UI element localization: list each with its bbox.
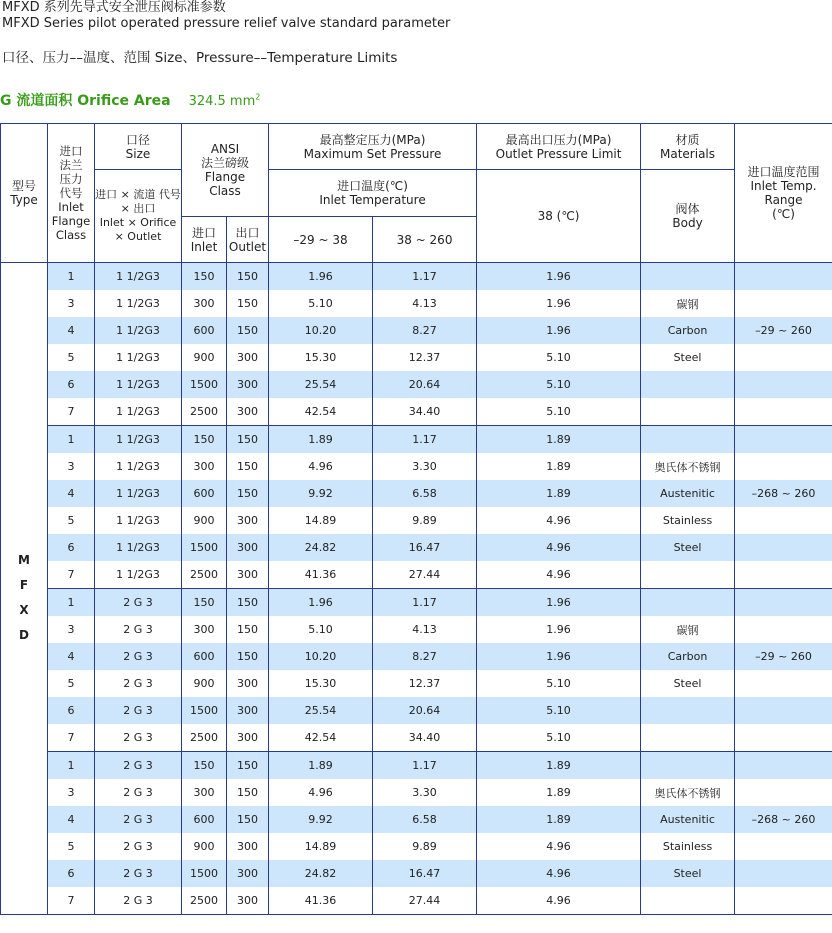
class-cell: 3: [48, 453, 95, 480]
temp-range-cell: –268 ~ 260: [735, 480, 832, 507]
set-pressure-high-cell: 4.13: [373, 616, 477, 643]
class-cell: 1: [48, 263, 95, 291]
temp-range-cell: [735, 833, 832, 860]
class-cell: 4: [48, 317, 95, 344]
table-row: [1, 453, 832, 480]
material-cell: Steel: [641, 344, 735, 371]
ansi-outlet-cell: 300: [227, 344, 269, 371]
size-cell: 2 G 3: [95, 643, 182, 670]
class-cell: 1: [48, 752, 95, 780]
class-cell: 7: [48, 561, 95, 589]
ansi-inlet-cell: 600: [182, 480, 227, 507]
outlet-limit-cell: 1.89: [477, 752, 641, 780]
ansi-outlet-cell: 150: [227, 453, 269, 480]
title-cn: MFXD 系列先导式安全泄压阀标准参数: [2, 0, 226, 15]
set-pressure-high-cell: 3.30: [373, 453, 477, 480]
table-row: [1, 507, 832, 534]
header-type: 型号 Type: [1, 124, 48, 263]
set-pressure-low-cell: 41.36: [269, 887, 373, 915]
table-row: [1, 589, 832, 617]
outlet-limit-cell: 5.10: [477, 697, 641, 724]
material-cell: 碳钢: [641, 290, 735, 317]
table-row: [1, 724, 832, 752]
temp-range-cell: –268 ~ 260: [735, 806, 832, 833]
table-row: [1, 290, 832, 317]
material-cell: Steel: [641, 860, 735, 887]
class-cell: 6: [48, 371, 95, 398]
material-cell: [641, 697, 735, 724]
temp-range-cell: [735, 589, 832, 617]
temp-range-cell: [735, 344, 832, 371]
outlet-limit-cell: 5.10: [477, 371, 641, 398]
material-cell: [641, 887, 735, 915]
temp-range-cell: [735, 561, 832, 589]
temp-range-cell: [735, 887, 832, 915]
set-pressure-low-cell: 25.54: [269, 697, 373, 724]
material-cell: Austenitic: [641, 806, 735, 833]
set-pressure-high-cell: 12.37: [373, 670, 477, 697]
ansi-inlet-cell: 900: [182, 507, 227, 534]
table-row: [1, 534, 832, 561]
ansi-inlet-cell: 600: [182, 643, 227, 670]
size-cell: 1 1/2G3: [95, 398, 182, 426]
ansi-inlet-cell: 2500: [182, 398, 227, 426]
ansi-outlet-cell: 150: [227, 426, 269, 454]
set-pressure-high-cell: 20.64: [373, 697, 477, 724]
ansi-outlet-cell: 300: [227, 371, 269, 398]
material-cell: Steel: [641, 534, 735, 561]
table-row: [1, 887, 832, 915]
outlet-limit-cell: 1.96: [477, 317, 641, 344]
ansi-outlet-cell: 300: [227, 697, 269, 724]
temp-range-cell: [735, 724, 832, 752]
set-pressure-high-cell: 34.40: [373, 724, 477, 752]
table-row: [1, 344, 832, 371]
material-cell: 碳钢: [641, 616, 735, 643]
temp-range-cell: [735, 779, 832, 806]
outlet-limit-cell: 5.10: [477, 344, 641, 371]
set-pressure-high-cell: 1.17: [373, 589, 477, 617]
table-row: [1, 697, 832, 724]
set-pressure-high-cell: 9.89: [373, 833, 477, 860]
size-cell: 1 1/2G3: [95, 290, 182, 317]
size-cell: 2 G 3: [95, 779, 182, 806]
table-row: [1, 317, 832, 344]
set-pressure-high-cell: 27.44: [373, 887, 477, 915]
class-cell: 5: [48, 670, 95, 697]
orifice-area: [0, 90, 260, 110]
ansi-outlet-cell: 300: [227, 670, 269, 697]
temp-range-cell: [735, 371, 832, 398]
size-cell: 2 G 3: [95, 833, 182, 860]
set-pressure-high-cell: 3.30: [373, 779, 477, 806]
size-cell: 1 1/2G3: [95, 371, 182, 398]
set-pressure-low-cell: 42.54: [269, 398, 373, 426]
ansi-inlet-cell: 150: [182, 589, 227, 617]
set-pressure-low-cell: 1.89: [269, 752, 373, 780]
set-pressure-low-cell: 10.20: [269, 317, 373, 344]
material-cell: [641, 561, 735, 589]
class-cell: 6: [48, 697, 95, 724]
set-pressure-high-cell: 1.17: [373, 426, 477, 454]
ansi-outlet-cell: 300: [227, 860, 269, 887]
size-cell: 1 1/2G3: [95, 453, 182, 480]
set-pressure-high-cell: 8.27: [373, 317, 477, 344]
set-pressure-low-cell: 9.92: [269, 806, 373, 833]
size-cell: 1 1/2G3: [95, 480, 182, 507]
size-cell: 1 1/2G3: [95, 534, 182, 561]
header-ansi: ANSI 法兰磅级 Flange Class: [182, 124, 269, 217]
header-temp-2: 38 ~ 260: [373, 217, 477, 263]
set-pressure-low-cell: 1.96: [269, 589, 373, 617]
class-cell: 4: [48, 480, 95, 507]
orifice-value: 324.5 $mm^2$: [188, 92, 261, 109]
outlet-limit-cell: 1.96: [477, 643, 641, 670]
outlet-limit-cell: 1.89: [477, 453, 641, 480]
set-pressure-low-cell: 41.36: [269, 561, 373, 589]
ansi-outlet-cell: 150: [227, 752, 269, 780]
material-cell: [641, 371, 735, 398]
ansi-inlet-cell: 2500: [182, 724, 227, 752]
temp-range-cell: –29 ~ 260: [735, 317, 832, 344]
ansi-outlet-cell: 300: [227, 887, 269, 915]
size-cell: 2 G 3: [95, 860, 182, 887]
material-cell: [641, 426, 735, 454]
class-cell: 7: [48, 887, 95, 915]
ansi-outlet-cell: 300: [227, 398, 269, 426]
set-pressure-low-cell: 4.96: [269, 453, 373, 480]
ansi-outlet-cell: 150: [227, 290, 269, 317]
temp-range-cell: [735, 290, 832, 317]
header-size: 口径 Size: [95, 124, 182, 170]
table-row: [1, 616, 832, 643]
size-cell: 2 G 3: [95, 589, 182, 617]
outlet-limit-cell: 4.96: [477, 534, 641, 561]
size-cell: 2 G 3: [95, 806, 182, 833]
temp-range-cell: [735, 697, 832, 724]
type-cell: [1, 263, 48, 915]
ansi-inlet-cell: 900: [182, 670, 227, 697]
header-inlet-class: 进口 法兰 压力 代号 Inlet Flange Class: [48, 124, 95, 263]
table-row: [1, 398, 832, 426]
class-cell: 7: [48, 398, 95, 426]
size-cell: 1 1/2G3: [95, 344, 182, 371]
table-row: [1, 779, 832, 806]
ansi-inlet-cell: 300: [182, 616, 227, 643]
ansi-inlet-cell: 1500: [182, 697, 227, 724]
set-pressure-low-cell: 14.89: [269, 833, 373, 860]
header-ansi-outlet: 出口 Outlet: [227, 217, 269, 263]
ansi-outlet-cell: 300: [227, 833, 269, 860]
outlet-limit-cell: 4.96: [477, 561, 641, 589]
ansi-outlet-cell: 150: [227, 806, 269, 833]
outlet-limit-cell: 1.89: [477, 806, 641, 833]
table-row: [1, 263, 832, 291]
class-cell: 1: [48, 426, 95, 454]
size-cell: 2 G 3: [95, 887, 182, 915]
outlet-limit-cell: 5.10: [477, 398, 641, 426]
ansi-outlet-cell: 150: [227, 480, 269, 507]
header-body: 阀体 Body: [641, 170, 735, 263]
table-row: [1, 426, 832, 454]
set-pressure-high-cell: 16.47: [373, 534, 477, 561]
set-pressure-low-cell: 5.10: [269, 616, 373, 643]
outlet-limit-cell: 5.10: [477, 670, 641, 697]
outlet-limit-cell: 1.96: [477, 263, 641, 291]
set-pressure-high-cell: 16.47: [373, 860, 477, 887]
set-pressure-low-cell: 5.10: [269, 290, 373, 317]
material-cell: 奥氏体不锈钢: [641, 453, 735, 480]
ansi-inlet-cell: 150: [182, 752, 227, 780]
material-cell: 奥氏体不锈钢: [641, 779, 735, 806]
title-en: MFXD Series pilot operated pressure relief valve standard parameter: [2, 16, 451, 31]
header-materials: 材质 Materials: [641, 124, 735, 170]
class-cell: 3: [48, 779, 95, 806]
parameter-table: [0, 123, 832, 915]
header-inlet-temp: 进口温度(℃) Inlet Temperature: [269, 170, 477, 217]
set-pressure-high-cell: 4.13: [373, 290, 477, 317]
ansi-inlet-cell: 1500: [182, 860, 227, 887]
temp-range-cell: [735, 398, 832, 426]
temp-range-cell: [735, 670, 832, 697]
temp-range-cell: [735, 534, 832, 561]
temp-range-cell: –29 ~ 260: [735, 643, 832, 670]
class-cell: 5: [48, 833, 95, 860]
ansi-outlet-cell: 150: [227, 779, 269, 806]
set-pressure-low-cell: 24.82: [269, 860, 373, 887]
set-pressure-high-cell: 8.27: [373, 643, 477, 670]
outlet-limit-cell: 1.89: [477, 779, 641, 806]
table-row: [1, 833, 832, 860]
header-temp-1: –29 ~ 38: [269, 217, 373, 263]
table-row: [1, 860, 832, 887]
set-pressure-low-cell: 42.54: [269, 724, 373, 752]
material-cell: [641, 263, 735, 291]
ansi-inlet-cell: 900: [182, 344, 227, 371]
class-cell: 5: [48, 507, 95, 534]
material-cell: Carbon: [641, 317, 735, 344]
material-cell: [641, 724, 735, 752]
header-ansi-inlet: 进口 Inlet: [182, 217, 227, 263]
table-body: [1, 263, 832, 915]
ansi-outlet-cell: 150: [227, 263, 269, 291]
outlet-limit-cell: 4.96: [477, 507, 641, 534]
material-cell: [641, 752, 735, 780]
outlet-limit-cell: 1.89: [477, 426, 641, 454]
material-cell: Stainless: [641, 833, 735, 860]
set-pressure-low-cell: 9.92: [269, 480, 373, 507]
material-cell: Austenitic: [641, 480, 735, 507]
outlet-limit-cell: 4.96: [477, 860, 641, 887]
type-letter: M: [18, 553, 30, 567]
header-max-set: 最高整定压力(MPa) Maximum Set Pressure: [269, 124, 477, 170]
outlet-limit-cell: 1.96: [477, 290, 641, 317]
header-outlet-limit: 最高出口压力(MPa) Outlet Pressure Limit: [477, 124, 641, 170]
set-pressure-high-cell: 9.89: [373, 507, 477, 534]
size-cell: 1 1/2G3: [95, 317, 182, 344]
ansi-outlet-cell: 150: [227, 317, 269, 344]
set-pressure-high-cell: 34.40: [373, 398, 477, 426]
ansi-inlet-cell: 1500: [182, 534, 227, 561]
set-pressure-low-cell: 10.20: [269, 643, 373, 670]
set-pressure-high-cell: 6.58: [373, 806, 477, 833]
set-pressure-low-cell: 24.82: [269, 534, 373, 561]
ansi-inlet-cell: 300: [182, 290, 227, 317]
ansi-inlet-cell: 600: [182, 317, 227, 344]
size-cell: 2 G 3: [95, 697, 182, 724]
set-pressure-high-cell: 1.17: [373, 263, 477, 291]
table-row: [1, 371, 832, 398]
ansi-inlet-cell: 300: [182, 453, 227, 480]
outlet-limit-cell: 1.96: [477, 589, 641, 617]
size-cell: 2 G 3: [95, 670, 182, 697]
type-letter: F: [19, 578, 29, 592]
class-cell: 5: [48, 344, 95, 371]
material-cell: Carbon: [641, 643, 735, 670]
header-size-sub: 进口 × 流道 代号 × 出口 Inlet × Orifice × Outlet: [95, 170, 182, 263]
size-cell: 1 1/2G3: [95, 426, 182, 454]
ansi-inlet-cell: 600: [182, 806, 227, 833]
set-pressure-low-cell: 15.30: [269, 670, 373, 697]
table-row: [1, 643, 832, 670]
material-cell: [641, 398, 735, 426]
ansi-inlet-cell: 150: [182, 263, 227, 291]
class-cell: 3: [48, 290, 95, 317]
size-cell: 2 G 3: [95, 724, 182, 752]
size-cell: 1 1/2G3: [95, 263, 182, 291]
ansi-inlet-cell: 2500: [182, 887, 227, 915]
subtitle: 口径、压力––温度、范围 Size、Pressure––Temperature Limits: [2, 50, 398, 66]
class-cell: 7: [48, 724, 95, 752]
set-pressure-high-cell: 12.37: [373, 344, 477, 371]
ansi-outlet-cell: 150: [227, 643, 269, 670]
table-row: [1, 670, 832, 697]
class-cell: 4: [48, 643, 95, 670]
material-cell: Stainless: [641, 507, 735, 534]
temp-range-cell: [735, 507, 832, 534]
size-cell: 2 G 3: [95, 616, 182, 643]
temp-range-cell: [735, 860, 832, 887]
outlet-limit-cell: 1.96: [477, 616, 641, 643]
ansi-inlet-cell: 150: [182, 426, 227, 454]
set-pressure-high-cell: 1.17: [373, 752, 477, 780]
class-cell: 3: [48, 616, 95, 643]
table-row: [1, 561, 832, 589]
set-pressure-low-cell: 1.96: [269, 263, 373, 291]
ansi-inlet-cell: 1500: [182, 371, 227, 398]
temp-range-cell: [735, 616, 832, 643]
outlet-limit-cell: 5.10: [477, 724, 641, 752]
size-cell: 1 1/2G3: [95, 507, 182, 534]
table-row: [1, 752, 832, 780]
material-cell: Steel: [641, 670, 735, 697]
outlet-limit-cell: 1.89: [477, 480, 641, 507]
set-pressure-high-cell: 20.64: [373, 371, 477, 398]
size-cell: 2 G 3: [95, 752, 182, 780]
ansi-outlet-cell: 300: [227, 507, 269, 534]
material-cell: [641, 589, 735, 617]
set-pressure-high-cell: 27.44: [373, 561, 477, 589]
ansi-outlet-cell: 300: [227, 561, 269, 589]
temp-range-cell: [735, 752, 832, 780]
table-row: [1, 480, 832, 507]
header-temp-range: 进口温度范围 Inlet Temp. Range (℃): [735, 124, 832, 263]
class-cell: 6: [48, 534, 95, 561]
set-pressure-low-cell: 14.89: [269, 507, 373, 534]
class-cell: 6: [48, 860, 95, 887]
set-pressure-low-cell: 25.54: [269, 371, 373, 398]
type-letter: X: [19, 603, 29, 617]
set-pressure-low-cell: 15.30: [269, 344, 373, 371]
set-pressure-low-cell: 4.96: [269, 779, 373, 806]
set-pressure-high-cell: 6.58: [373, 480, 477, 507]
class-cell: 1: [48, 589, 95, 617]
table-row: [1, 806, 832, 833]
class-cell: 4: [48, 806, 95, 833]
orifice-label: G 流道面积 Orifice Area: [0, 93, 171, 109]
ansi-inlet-cell: 2500: [182, 561, 227, 589]
type-letter: D: [19, 628, 29, 642]
temp-range-cell: [735, 426, 832, 454]
temp-range-cell: [735, 263, 832, 291]
outlet-limit-cell: 4.96: [477, 887, 641, 915]
ansi-outlet-cell: 150: [227, 589, 269, 617]
set-pressure-low-cell: 1.89: [269, 426, 373, 454]
ansi-inlet-cell: 900: [182, 833, 227, 860]
ansi-outlet-cell: 300: [227, 724, 269, 752]
ansi-inlet-cell: 300: [182, 779, 227, 806]
ansi-outlet-cell: 300: [227, 534, 269, 561]
ansi-outlet-cell: 150: [227, 616, 269, 643]
size-cell: 1 1/2G3: [95, 561, 182, 589]
header-outlet-temp: 38 (℃): [477, 170, 641, 263]
temp-range-cell: [735, 453, 832, 480]
outlet-limit-cell: 4.96: [477, 833, 641, 860]
